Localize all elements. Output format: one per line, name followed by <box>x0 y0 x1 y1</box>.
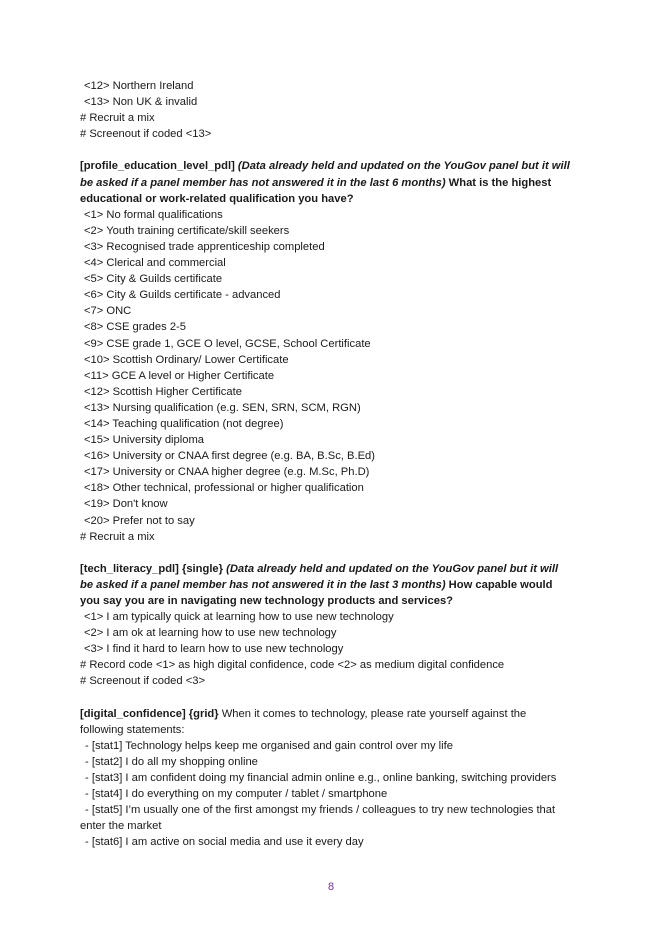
question-heading <box>80 561 572 609</box>
option-line: <15> University diploma <box>84 434 205 447</box>
block-spacer <box>80 690 572 706</box>
option-line: <13> Non UK & invalid <box>84 96 198 109</box>
note-line: # Screenout if coded <13> <box>80 128 212 141</box>
block-spacer <box>80 142 572 158</box>
block-spacer <box>80 545 572 561</box>
option-line: <18> Other technical, professional or higher qualification <box>84 482 364 495</box>
option-line: <19> Don't know <box>84 498 168 511</box>
question-text: When it comes to technology, please rate yourself against the following statements: <box>80 707 527 736</box>
option-line: <4> Clerical and commercial <box>84 257 226 270</box>
statement-text: - [stat1] Technology helps keep me organised and gain control over my life <box>85 739 453 752</box>
option-line: <1> No formal qualifications <box>84 208 223 221</box>
note-line: # Screenout if coded <3> <box>80 675 206 688</box>
document-body <box>80 78 572 851</box>
note-line: # Record code <1> as high digital confidence, code <2> as medium digital confidence <box>80 659 505 672</box>
section-digital-confidence <box>80 706 572 851</box>
question-tag: [digital_confidence] {grid} <box>80 707 219 720</box>
question-text: What is the highest educational or work-related qualification you have? <box>80 176 552 205</box>
statement-text: - [stat4] I do everything on my computer / tablet / smartphone <box>85 788 388 801</box>
statement-text: - [stat6] I am active on social media and use it every day <box>85 836 364 849</box>
note-line: # Recruit a mix <box>80 112 155 125</box>
option-line: <10> Scottish Ordinary/ Lower Certificate <box>84 353 289 366</box>
option-line: <7> ONC <box>84 305 132 318</box>
option-line: <3> I find it hard to learn how to use new technology <box>84 643 344 656</box>
option-line: <11> GCE A level or Higher Certificate <box>84 369 275 382</box>
statement-text: - [stat5] I’m usually one of the first amongst my friends / colleagues to try new technologies that enter the market <box>80 804 556 833</box>
statement-text: - [stat3] I am confident doing my financial admin online e.g., online banking, switching providers <box>85 772 557 785</box>
statement-line <box>80 786 572 802</box>
statement-line <box>80 738 572 754</box>
option-line: <12> Northern Ireland <box>84 80 194 92</box>
question-tag: [tech_literacy_pdl] {single} <box>80 562 227 575</box>
option-line: <6> City & Guilds certificate - advanced <box>84 289 281 302</box>
question-text: How capable would you say you are in navigating new technology products and services? <box>80 578 553 607</box>
question-heading <box>80 706 572 738</box>
statement-line <box>80 802 572 834</box>
statement-line <box>80 834 572 850</box>
option-line: <14> Teaching qualification (not degree) <box>84 417 284 430</box>
option-line: <8> CSE grades 2-5 <box>84 321 186 334</box>
option-line: <17> University or CNAA higher degree (e.g. M.Sc, Ph.D) <box>84 466 370 479</box>
page-number: 8 <box>327 881 335 893</box>
section-tech-literacy <box>80 561 572 690</box>
option-line: <16> University or CNAA first degree (e.g. BA, B.Sc, B.Ed) <box>84 450 375 463</box>
question-italic-note: (Data already held and updated on the YouGov panel but it will be asked if a panel member has not answered it in the last 6 months) <box>80 160 570 189</box>
option-line: <1> I am typically quick at learning how to use new technology <box>84 611 394 624</box>
option-line: <5> City & Guilds certificate <box>84 273 223 286</box>
question-tag: [profile_education_level_pdl] <box>80 160 238 173</box>
continued-options-block <box>80 78 572 142</box>
option-line: <2> I am ok at learning how to use new technology <box>84 627 337 640</box>
option-line: <3> Recognised trade apprenticeship completed <box>84 240 325 253</box>
question-heading <box>80 158 572 206</box>
option-line: <12> Scottish Higher Certificate <box>84 385 242 398</box>
statement-line <box>80 754 572 770</box>
option-line: <20> Prefer not to say <box>84 514 195 527</box>
note-line: # Recruit a mix <box>80 530 155 543</box>
option-line: <2> Youth training certificate/skill seekers <box>84 224 290 237</box>
question-italic-note: (Data already held and updated on the YouGov panel but it will be asked if a panel member has not answered it in the last 3 months) <box>80 562 559 591</box>
option-line: <13> Nursing qualification (e.g. SEN, SRN, SCM, RGN) <box>84 401 361 414</box>
statement-text: - [stat2] I do all my shopping online <box>85 755 258 768</box>
statement-line <box>80 770 572 786</box>
option-line: <9> CSE grade 1, GCE O level, GCSE, School Certificate <box>84 337 371 350</box>
section-profile-education-level <box>80 158 572 544</box>
